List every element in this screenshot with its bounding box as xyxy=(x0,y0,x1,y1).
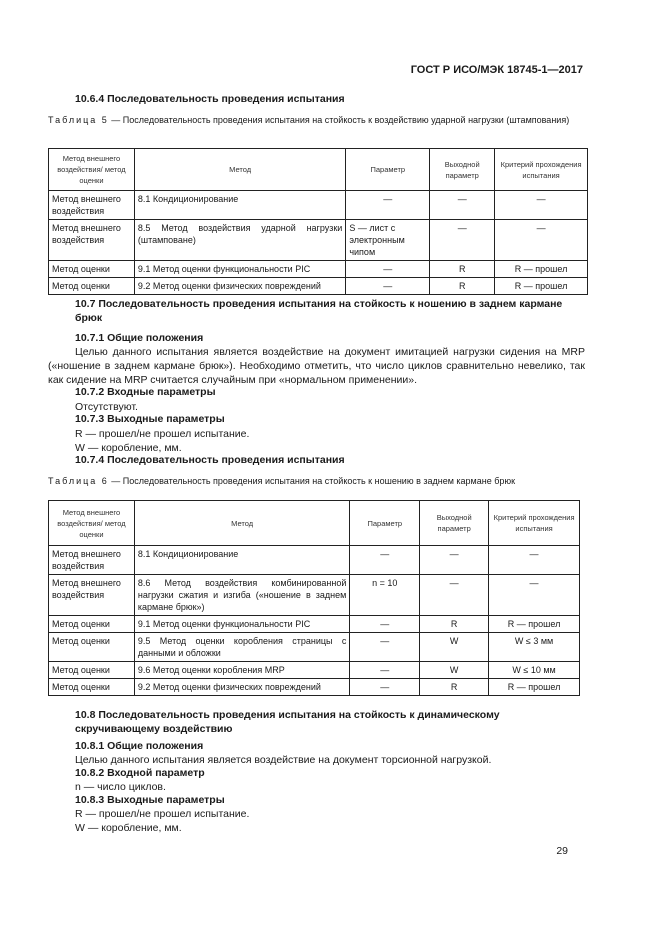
table-cell: 9.2 Метод оценки физических повреждений xyxy=(134,679,349,696)
table-cell: 8.5 Метод воздействия ударной нагрузки (штамповане) xyxy=(134,220,345,261)
table6-header-cell: Метод xyxy=(134,501,349,546)
table5-header-cell: Метод xyxy=(134,149,345,191)
table6-caption xyxy=(48,475,588,488)
paragraph-10-7-1: Целью данного испытания является воздействие на документ имитацией нагрузки сидения на MRP («ношение в заднем кармане брюк»). Необходимо отметить, что число циклов сравнительно невелико, так как сидение на MRP считается случайным при «нормальном применении». xyxy=(48,346,585,386)
table-cell: — xyxy=(346,191,430,220)
table-cell: W ≤ 3 мм xyxy=(489,633,580,662)
table5-header-cell: Выходной параметр xyxy=(430,149,495,191)
table5-header-cell: Параметр xyxy=(346,149,430,191)
table-cell: S — лист с электронным чипом xyxy=(346,220,430,261)
table-cell: R xyxy=(430,278,495,295)
table-cell: Метод внешнего воздействия xyxy=(49,191,135,220)
table-cell: — xyxy=(495,220,588,261)
table5-caption xyxy=(48,114,588,127)
heading-10-7-2: 10.7.2 Входные параметры xyxy=(75,386,216,398)
table-cell: 8.6 Метод воздействия комбинированной нагрузки сжатия и изгиба («ношение в заднем кармане брюк») xyxy=(134,575,349,616)
paragraph-10-8-2: n — число циклов. xyxy=(75,781,166,793)
table-cell: — xyxy=(489,575,580,616)
table-cell: Метод оценки xyxy=(49,679,135,696)
table-cell: — xyxy=(350,679,420,696)
table-cell: Метод оценки xyxy=(49,278,135,295)
table-cell: — xyxy=(350,633,420,662)
table5-header-cell: Критерий прохождения испытания xyxy=(495,149,588,191)
table-row xyxy=(49,546,580,575)
table-row xyxy=(49,662,580,679)
table-cell: 9.6 Метод оценки коробления MRP xyxy=(134,662,349,679)
output-param-w: W — коробление, мм. xyxy=(75,442,182,454)
table-cell: n = 10 xyxy=(350,575,420,616)
table-cell: R xyxy=(430,261,495,278)
heading-10-6-4: 10.6.4 Последовательность проведения испытания xyxy=(75,93,345,105)
table6-caption-text: — Последовательность проведения испытания на стойкость к ношению в заднем кармане брюк xyxy=(108,476,516,486)
table-cell: Метод внешнего воздействия xyxy=(49,546,135,575)
table-cell: Метод оценки xyxy=(49,662,135,679)
paragraph-10-8-1: Целью данного испытания является воздействие на документ торсионной нагрузкой. xyxy=(75,754,492,766)
table-row xyxy=(49,679,580,696)
heading-10-8-2: 10.8.2 Входной параметр xyxy=(75,767,205,779)
document-code: ГОСТ Р ИСО/МЭК 18745-1—2017 xyxy=(410,64,583,76)
table-cell: R xyxy=(420,679,489,696)
table-6 xyxy=(48,500,580,696)
table-cell: R xyxy=(420,616,489,633)
table-cell: Метод внешнего воздействия xyxy=(49,220,135,261)
table-cell: W xyxy=(420,662,489,679)
table-cell: — xyxy=(489,546,580,575)
table-cell: — xyxy=(420,546,489,575)
table-cell: — xyxy=(346,261,430,278)
table-cell: Метод внешнего воздействия xyxy=(49,575,135,616)
table-cell: — xyxy=(495,191,588,220)
table-cell: 9.1 Метод оценки функциональности PIC xyxy=(134,261,345,278)
table-cell: R — прошел xyxy=(489,679,580,696)
table-cell: — xyxy=(346,278,430,295)
table-cell: 8.1 Кондиционирование xyxy=(134,546,349,575)
table-cell: R — прошел xyxy=(495,278,588,295)
table-cell: R — прошел xyxy=(495,261,588,278)
table5-caption-text: — Последовательность проведения испытания на стойкость к воздействию ударной нагрузки (штампования) xyxy=(108,115,570,125)
heading-10-7-4: 10.7.4 Последовательность проведения испытания xyxy=(75,454,345,466)
table-cell: Метод оценки xyxy=(49,633,135,662)
table-row xyxy=(49,616,580,633)
table-row xyxy=(49,220,588,261)
heading-10-8-3: 10.8.3 Выходные параметры xyxy=(75,794,225,806)
table-cell: — xyxy=(350,616,420,633)
table-cell: Метод оценки xyxy=(49,616,135,633)
table-row xyxy=(49,191,588,220)
output-param-w-2: W — коробление, мм. xyxy=(75,822,182,834)
table-cell: 8.1 Кондиционирование xyxy=(134,191,345,220)
heading-10-8: 10.8 Последовательность проведения испытания на стойкость к динамическому скручивающему воздействию xyxy=(75,709,500,735)
table-5 xyxy=(48,148,588,295)
table6-caption-label: Таблица 6 xyxy=(48,476,109,486)
table-row xyxy=(49,575,580,616)
table-cell: — xyxy=(350,662,420,679)
table-cell: W xyxy=(420,633,489,662)
paragraph-10-7-2: Отсутствуют. xyxy=(75,401,138,413)
heading-10-7-3: 10.7.3 Выходные параметры xyxy=(75,413,225,425)
table6-header-cell: Критерий прохождения испытания xyxy=(489,501,580,546)
table-row xyxy=(49,278,588,295)
output-param-r-2: R — прошел/не прошел испытание. xyxy=(75,808,250,820)
table-cell: R — прошел xyxy=(489,616,580,633)
table-cell: 9.1 Метод оценки функциональности PIC xyxy=(134,616,349,633)
table-cell: — xyxy=(430,191,495,220)
heading-10-7: 10.7 Последовательность проведения испытания на стойкость к ношению в заднем кармане брюк xyxy=(75,298,563,324)
table6-header-cell: Параметр xyxy=(350,501,420,546)
table6-header-cell: Метод внешнего воздействия/ метод оценки xyxy=(49,501,135,546)
table-cell: — xyxy=(430,220,495,261)
table-cell: W ≤ 10 мм xyxy=(489,662,580,679)
heading-10-8-1: 10.8.1 Общие положения xyxy=(75,740,204,752)
table-cell: 9.2 Метод оценки физических повреждений xyxy=(134,278,345,295)
table-cell: — xyxy=(350,546,420,575)
table-cell: 9.5 Метод оценки коробления страницы с данными и обложки xyxy=(134,633,349,662)
output-param-r: R — прошел/не прошел испытание. xyxy=(75,428,250,440)
table-row xyxy=(49,633,580,662)
table6-header-cell: Выходной параметр xyxy=(420,501,489,546)
table-row xyxy=(49,261,588,278)
table-cell: — xyxy=(420,575,489,616)
table5-caption-label: Таблица 5 xyxy=(48,115,109,125)
heading-10-7-1: 10.7.1 Общие положения xyxy=(75,332,204,344)
table-cell: Метод оценки xyxy=(49,261,135,278)
table5-header-cell: Метод внешнего воздействия/ метод оценки xyxy=(49,149,135,191)
page-number: 29 xyxy=(556,845,568,857)
